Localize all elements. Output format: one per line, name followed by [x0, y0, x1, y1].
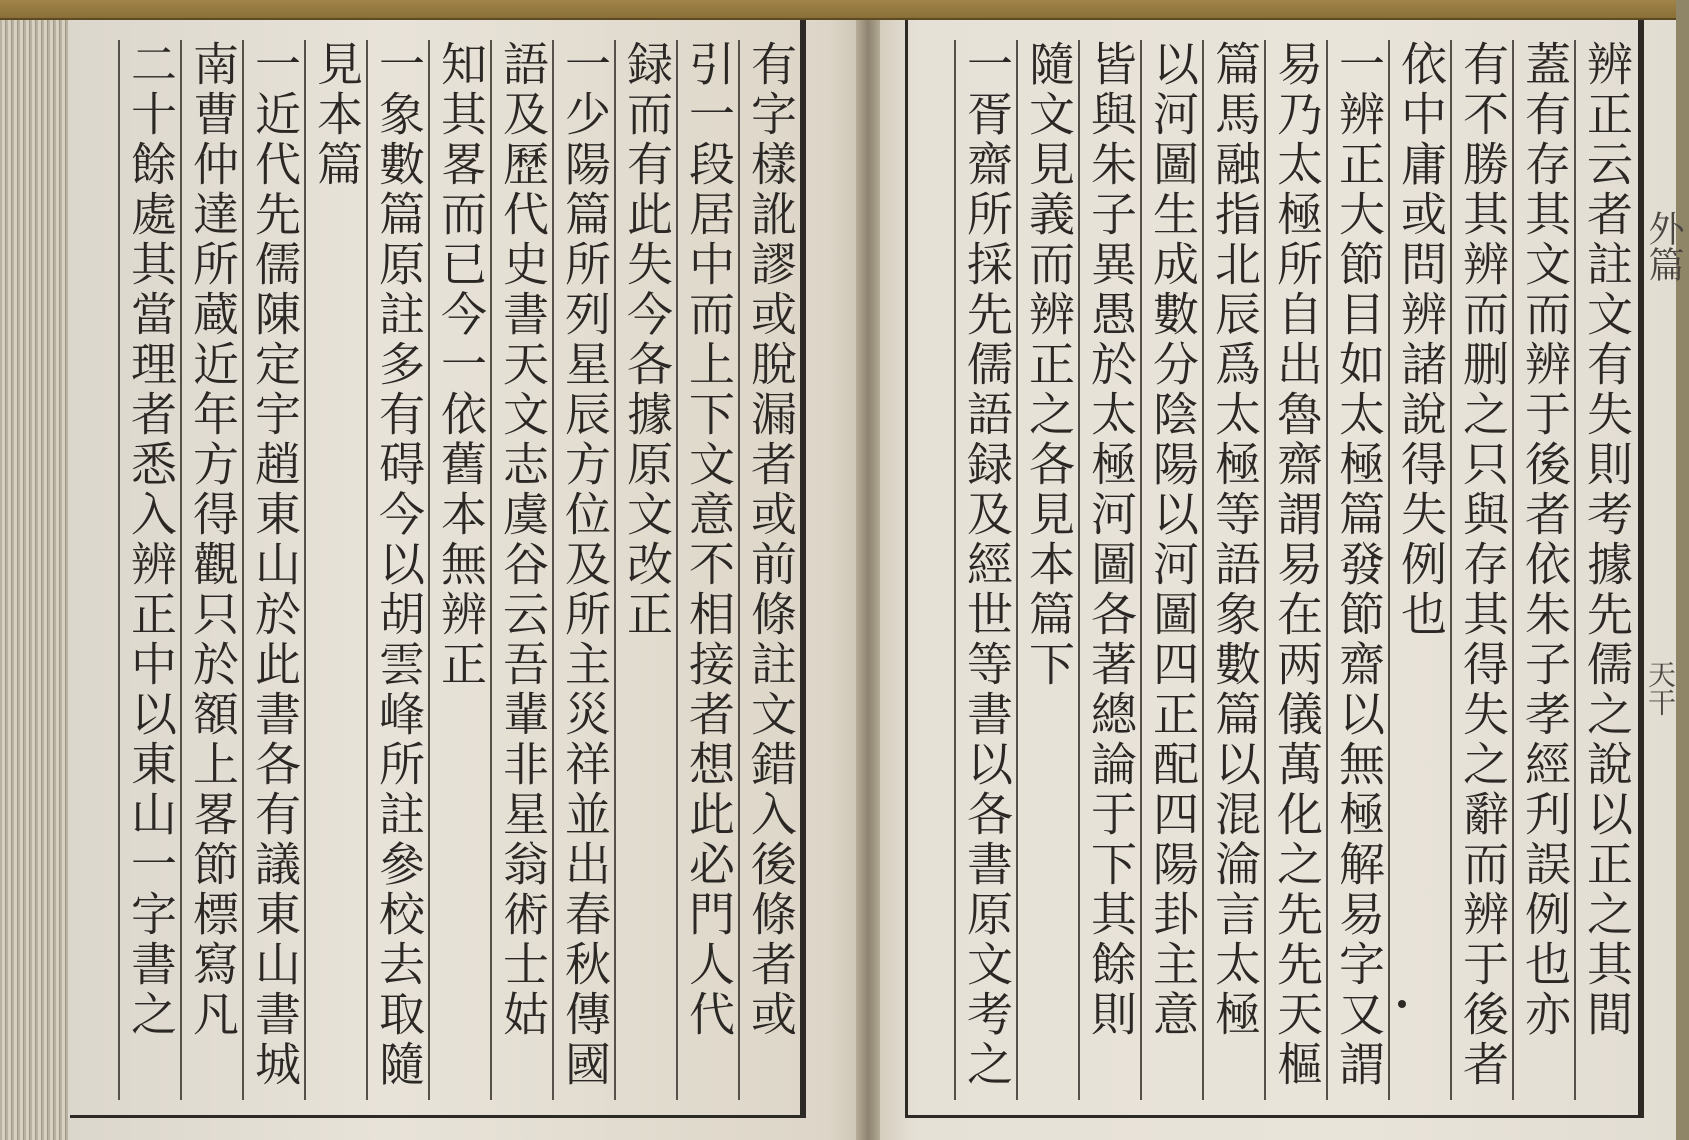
- left-column-10: 南曹仲達所蔵近年方得觀只於額上畧節標寫凡: [180, 40, 244, 1100]
- right-column-11: 一胥齋所採先儒語録及經世等書以各書原文考之: [954, 40, 1018, 1100]
- right-column-7: 篇馬融指北辰爲太極等語象數篇以混淪言太極: [1202, 40, 1266, 1100]
- punctuation-dot: [1398, 1000, 1406, 1008]
- top-border-bar: [0, 0, 1676, 20]
- right-column-2: 蓋有存其文而辨于後者依朱子孝經刋誤例也亦: [1512, 40, 1576, 1100]
- book-spread: [0, 20, 1684, 1140]
- right-column-8: 以河圖生成數分陰陽以河圖四正配四陽卦主意: [1140, 40, 1204, 1100]
- book-gutter: [856, 20, 880, 1140]
- left-column-5: 語及歷代史書天文志虞谷云吾輩非星翁術士姑: [490, 40, 554, 1100]
- right-column-6: 易乃太極所自出魯齋謂易在两儀萬化之先先天樞: [1264, 40, 1328, 1100]
- left-column-4: 一少陽篇所列星辰方位及所主災祥並出春秋傳國: [552, 40, 616, 1100]
- right-column-10: 隨文見義而辨正之各見本篇下: [1016, 40, 1080, 1100]
- left-column-7: 一象數篇原註多有碍今以胡雲峰所註參校去取隨: [366, 40, 430, 1100]
- right-column-4: 依中庸或問辨諸說得失例也: [1388, 40, 1452, 1100]
- left-column-11: 二十餘處其當理者悉入辨正中以東山一字書之: [118, 40, 182, 1100]
- right-margin-label: 外篇: [1643, 210, 1684, 282]
- right-column-9: 皆與朱子異愚於太極河圖各著總論于下其餘則: [1078, 40, 1142, 1100]
- right-column-1: 辨正云者註文有失則考據先儒之說以正之其間: [1574, 40, 1638, 1100]
- left-column-8: 見本篇: [304, 40, 368, 1100]
- left-column-2: 引一段居中而上下文意不相接者想此必門人代: [676, 40, 740, 1100]
- right-column-5: 一辨正大節目如太極篇發節齋以無極解易字又謂: [1326, 40, 1390, 1100]
- right-edge-fragment: 天干: [1644, 660, 1677, 716]
- page-stack-edge: [0, 20, 68, 1140]
- left-column-6: 知其畧而已今一依舊本無辨正: [428, 40, 492, 1100]
- left-column-3: 録而有此失今各據原文改正: [614, 40, 678, 1100]
- right-column-3: 有不勝其辨而删之只與存其得失之辭而辨于後者: [1450, 40, 1514, 1100]
- left-column-9: 一近代先儒陳定宇趙東山於此書各有議東山書城: [242, 40, 306, 1100]
- left-column-1: 有字樣訛謬或脫漏者或前條註文錯入後條者或: [738, 40, 802, 1100]
